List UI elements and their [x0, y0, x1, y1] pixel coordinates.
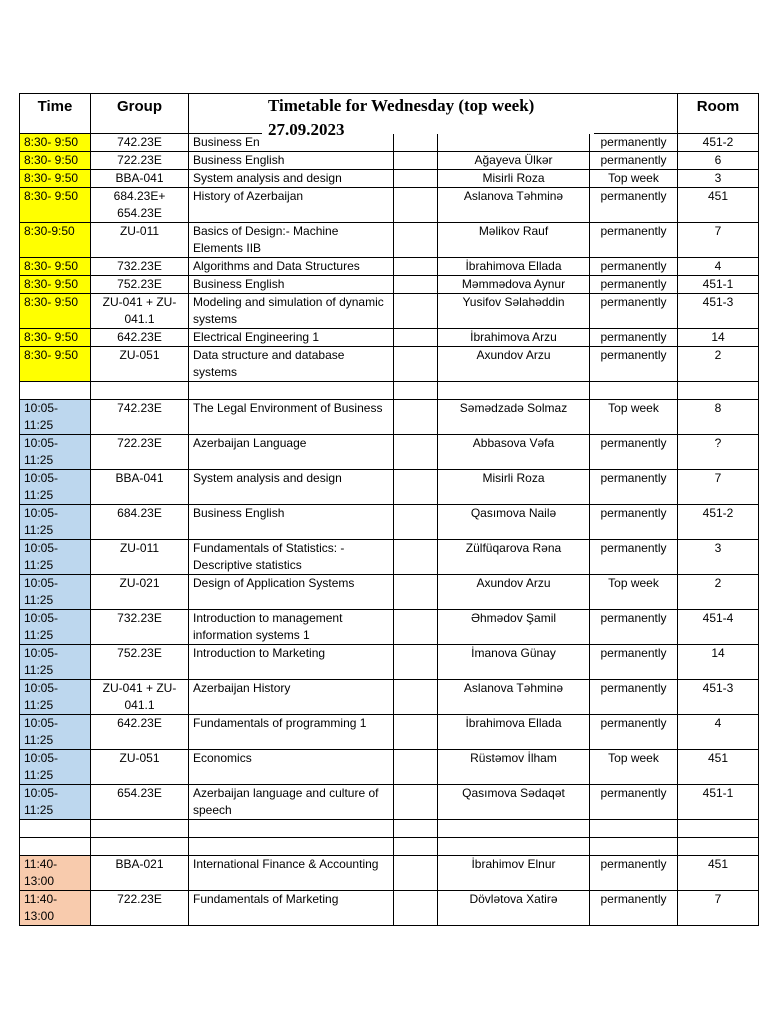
- time-cell: 8:30- 9:50: [20, 329, 91, 347]
- table-row: [20, 152, 759, 170]
- subject-cell: Fundamentals of programming 1: [189, 715, 394, 750]
- group-cell: ZU-011: [91, 223, 189, 258]
- empty-cell: [394, 610, 438, 645]
- mode-cell: permanently: [590, 680, 678, 715]
- empty-cell: [678, 382, 759, 400]
- mode-cell: permanently: [590, 505, 678, 540]
- empty-cell: [394, 820, 438, 838]
- room-cell: 451: [678, 750, 759, 785]
- subject-cell: Economics: [189, 750, 394, 785]
- empty-cell: [394, 785, 438, 820]
- group-cell: 742.23E: [91, 400, 189, 435]
- empty-cell: [590, 382, 678, 400]
- time-cell: 10:05- 11:25: [20, 750, 91, 785]
- group-cell: 732.23E: [91, 610, 189, 645]
- empty-cell: [394, 258, 438, 276]
- teacher-cell: Rüstəmov İlham: [438, 750, 590, 785]
- table-row: [20, 715, 759, 750]
- teacher-cell: Axundov Arzu: [438, 347, 590, 382]
- group-cell: 752.23E: [91, 276, 189, 294]
- room-cell: 451: [678, 188, 759, 223]
- subject-cell: History of Azerbaijan: [189, 188, 394, 223]
- time-cell: 8:30- 9:50: [20, 347, 91, 382]
- empty-cell: [20, 820, 91, 838]
- empty-cell: [394, 223, 438, 258]
- teacher-cell: Dövlətova Xatirə: [438, 891, 590, 926]
- table-row: [20, 610, 759, 645]
- room-cell: 4: [678, 715, 759, 750]
- room-cell: 451-4: [678, 610, 759, 645]
- mode-cell: Top week: [590, 170, 678, 188]
- teacher-cell: Misirli Roza: [438, 170, 590, 188]
- room-cell: 451-3: [678, 294, 759, 329]
- time-cell: 8:30- 9:50: [20, 134, 91, 152]
- time-cell: 10:05- 11:25: [20, 435, 91, 470]
- empty-cell: [394, 838, 438, 856]
- header-room: Room: [678, 94, 759, 134]
- teacher-cell: Səmədzadə Solmaz: [438, 400, 590, 435]
- subject-cell: Azerbaijan Language: [189, 435, 394, 470]
- subject-cell: Basics of Design:- Machine Elements IIB: [189, 223, 394, 258]
- time-cell: 10:05- 11:25: [20, 680, 91, 715]
- time-cell: 8:30- 9:50: [20, 294, 91, 329]
- table-row: [20, 785, 759, 820]
- mode-cell: permanently: [590, 540, 678, 575]
- empty-cell: [394, 645, 438, 680]
- room-cell: 6: [678, 152, 759, 170]
- table-row: [20, 170, 759, 188]
- mode-cell: permanently: [590, 785, 678, 820]
- subject-cell: Business English: [189, 505, 394, 540]
- mode-cell: Top week: [590, 400, 678, 435]
- teacher-cell: İbrahimova Ellada: [438, 715, 590, 750]
- empty-cell: [678, 820, 759, 838]
- subject-cell: International Finance & Accounting: [189, 856, 394, 891]
- group-cell: 742.23E: [91, 134, 189, 152]
- subject-cell: Modeling and simulation of dynamic systems: [189, 294, 394, 329]
- empty-cell: [438, 820, 590, 838]
- teacher-cell: İbrahimova Ellada: [438, 258, 590, 276]
- group-cell: BBA-041: [91, 170, 189, 188]
- mode-cell: Top week: [590, 575, 678, 610]
- empty-cell: [91, 820, 189, 838]
- room-cell: 451: [678, 856, 759, 891]
- group-cell: ZU-051: [91, 347, 189, 382]
- teacher-cell: Yusifov Səlahəddin: [438, 294, 590, 329]
- empty-cell: [394, 276, 438, 294]
- empty-cell: [394, 715, 438, 750]
- empty-cell: [678, 838, 759, 856]
- time-cell: 10:05- 11:25: [20, 645, 91, 680]
- table-row: [20, 435, 759, 470]
- table-row: [20, 329, 759, 347]
- group-cell: 752.23E: [91, 645, 189, 680]
- mode-cell: permanently: [590, 188, 678, 223]
- room-cell: 8: [678, 400, 759, 435]
- room-cell: 451-1: [678, 785, 759, 820]
- room-cell: 7: [678, 470, 759, 505]
- group-cell: 732.23E: [91, 258, 189, 276]
- timetable-table: [19, 93, 759, 926]
- mode-cell: permanently: [590, 223, 678, 258]
- time-cell: 11:40- 13:00: [20, 891, 91, 926]
- mode-cell: permanently: [590, 347, 678, 382]
- table-row: [20, 294, 759, 329]
- spacer-row: [20, 820, 759, 838]
- empty-cell: [189, 382, 394, 400]
- teacher-cell: Aslanova Təhminə: [438, 188, 590, 223]
- teacher-cell: Qasımova Sədaqət: [438, 785, 590, 820]
- empty-cell: [438, 838, 590, 856]
- mode-cell: permanently: [590, 470, 678, 505]
- teacher-cell: Axundov Arzu: [438, 575, 590, 610]
- subject-cell: System analysis and design: [189, 170, 394, 188]
- empty-cell: [394, 750, 438, 785]
- room-cell: 451-2: [678, 505, 759, 540]
- teacher-cell: İmanova Günay: [438, 645, 590, 680]
- empty-cell: [394, 347, 438, 382]
- table-row: [20, 540, 759, 575]
- room-cell: 3: [678, 170, 759, 188]
- mode-cell: permanently: [590, 610, 678, 645]
- empty-cell: [394, 891, 438, 926]
- subject-cell: Business En: [189, 134, 394, 152]
- group-cell: 642.23E: [91, 715, 189, 750]
- table-row: [20, 470, 759, 505]
- empty-cell: [394, 505, 438, 540]
- timetable-body: [20, 134, 759, 926]
- table-row: [20, 188, 759, 223]
- empty-cell: [394, 540, 438, 575]
- empty-cell: [438, 382, 590, 400]
- empty-cell: [394, 188, 438, 223]
- mode-cell: permanently: [590, 435, 678, 470]
- table-row: [20, 575, 759, 610]
- group-cell: 722.23E: [91, 435, 189, 470]
- empty-cell: [394, 152, 438, 170]
- table-row: [20, 891, 759, 926]
- table-row: [20, 276, 759, 294]
- room-cell: 14: [678, 329, 759, 347]
- teacher-cell: Məlikov Rauf: [438, 223, 590, 258]
- empty-cell: [590, 838, 678, 856]
- table-row: [20, 258, 759, 276]
- group-cell: 722.23E: [91, 152, 189, 170]
- empty-cell: [590, 820, 678, 838]
- table-row: [20, 645, 759, 680]
- time-cell: 10:05- 11:25: [20, 785, 91, 820]
- room-cell: 4: [678, 258, 759, 276]
- mode-cell: permanently: [590, 891, 678, 926]
- subject-cell: The Legal Environment of Business: [189, 400, 394, 435]
- teacher-cell: Əhmədov Şamil: [438, 610, 590, 645]
- title-line-1: Timetable for Wednesday (top week): [268, 96, 535, 115]
- title-date: 27.09.2023: [268, 120, 345, 139]
- empty-cell: [394, 470, 438, 505]
- table-row: [20, 856, 759, 891]
- group-cell: 722.23E: [91, 891, 189, 926]
- time-cell: 8:30- 9:50: [20, 258, 91, 276]
- table-row: [20, 680, 759, 715]
- group-cell: ZU-041 + ZU-041.1: [91, 680, 189, 715]
- empty-cell: [20, 838, 91, 856]
- teacher-cell: Abbasova Vəfa: [438, 435, 590, 470]
- spacer-row: [20, 838, 759, 856]
- empty-cell: [189, 838, 394, 856]
- group-cell: BBA-041: [91, 470, 189, 505]
- mode-cell: permanently: [590, 276, 678, 294]
- spacer-row: [20, 382, 759, 400]
- timetable-sheet: [19, 93, 758, 926]
- group-cell: ZU-021: [91, 575, 189, 610]
- group-cell: 684.23E+ 654.23E: [91, 188, 189, 223]
- room-cell: 2: [678, 575, 759, 610]
- empty-cell: [394, 294, 438, 329]
- subject-cell: Azerbaijan language and culture of speech: [189, 785, 394, 820]
- room-cell: 2: [678, 347, 759, 382]
- table-row: [20, 750, 759, 785]
- header-mode: [590, 94, 678, 134]
- subject-cell: System analysis and design: [189, 470, 394, 505]
- empty-cell: [394, 170, 438, 188]
- time-cell: 10:05- 11:25: [20, 575, 91, 610]
- group-cell: ZU-051: [91, 750, 189, 785]
- subject-cell: Business English: [189, 152, 394, 170]
- group-cell: 642.23E: [91, 329, 189, 347]
- empty-cell: [189, 820, 394, 838]
- subject-cell: Introduction to management information systems 1: [189, 610, 394, 645]
- teacher-cell: Ağayeva Ülkər: [438, 152, 590, 170]
- subject-cell: Algorithms and Data Structures: [189, 258, 394, 276]
- time-cell: 10:05- 11:25: [20, 540, 91, 575]
- subject-cell: Design of Application Systems: [189, 575, 394, 610]
- empty-cell: [394, 382, 438, 400]
- mode-cell: permanently: [590, 715, 678, 750]
- mode-cell: Top week: [590, 750, 678, 785]
- subject-cell: Introduction to Marketing: [189, 645, 394, 680]
- teacher-cell: İbrahimov Elnur: [438, 856, 590, 891]
- teacher-cell: Aslanova Təhminə: [438, 680, 590, 715]
- room-cell: 451-3: [678, 680, 759, 715]
- mode-cell: permanently: [590, 152, 678, 170]
- mode-cell: permanently: [590, 134, 678, 152]
- empty-cell: [91, 382, 189, 400]
- table-row: [20, 400, 759, 435]
- group-cell: 684.23E: [91, 505, 189, 540]
- time-cell: 8:30- 9:50: [20, 152, 91, 170]
- table-row: [20, 223, 759, 258]
- mode-cell: permanently: [590, 258, 678, 276]
- teacher-cell: Məmmədova Aynur: [438, 276, 590, 294]
- empty-cell: [394, 680, 438, 715]
- mode-cell: permanently: [590, 294, 678, 329]
- subject-cell: Fundamentals of Statistics: - Descriptive statistics: [189, 540, 394, 575]
- teacher-cell: Qasımova Nailə: [438, 505, 590, 540]
- time-cell: 10:05- 11:25: [20, 610, 91, 645]
- time-cell: 10:05- 11:25: [20, 400, 91, 435]
- empty-cell: [394, 856, 438, 891]
- room-cell: 7: [678, 891, 759, 926]
- room-cell: 14: [678, 645, 759, 680]
- room-cell: 7: [678, 223, 759, 258]
- time-cell: 8:30- 9:50: [20, 276, 91, 294]
- mode-cell: permanently: [590, 329, 678, 347]
- header-time: Time: [20, 94, 91, 134]
- time-cell: 10:05- 11:25: [20, 470, 91, 505]
- table-row: [20, 347, 759, 382]
- group-cell: 654.23E: [91, 785, 189, 820]
- group-cell: ZU-041 + ZU-041.1: [91, 294, 189, 329]
- subject-cell: Fundamentals of Marketing: [189, 891, 394, 926]
- subject-cell: Azerbaijan History: [189, 680, 394, 715]
- time-cell: 10:05- 11:25: [20, 505, 91, 540]
- subject-cell: Electrical Engineering 1: [189, 329, 394, 347]
- teacher-cell: Misirli Roza: [438, 470, 590, 505]
- room-cell: ?: [678, 435, 759, 470]
- empty-cell: [394, 575, 438, 610]
- teacher-cell: Zülfüqarova Rəna: [438, 540, 590, 575]
- header-group: Group: [91, 94, 189, 134]
- mode-cell: permanently: [590, 645, 678, 680]
- time-cell: 8:30- 9:50: [20, 188, 91, 223]
- group-cell: BBA-021: [91, 856, 189, 891]
- subject-cell: Business English: [189, 276, 394, 294]
- empty-cell: [91, 838, 189, 856]
- time-cell: 8:30- 9:50: [20, 170, 91, 188]
- time-cell: 11:40- 13:00: [20, 856, 91, 891]
- table-row: [20, 505, 759, 540]
- empty-cell: [394, 435, 438, 470]
- group-cell: ZU-011: [91, 540, 189, 575]
- teacher-cell: İbrahimova Arzu: [438, 329, 590, 347]
- subject-cell: Data structure and database systems: [189, 347, 394, 382]
- time-cell: 10:05- 11:25: [20, 715, 91, 750]
- empty-cell: [394, 400, 438, 435]
- mode-cell: permanently: [590, 856, 678, 891]
- room-cell: 451-1: [678, 276, 759, 294]
- room-cell: 3: [678, 540, 759, 575]
- time-cell: 8:30-9:50: [20, 223, 91, 258]
- empty-cell: [394, 329, 438, 347]
- room-cell: 451-2: [678, 134, 759, 152]
- empty-cell: [20, 382, 91, 400]
- timetable-title: [262, 94, 594, 139]
